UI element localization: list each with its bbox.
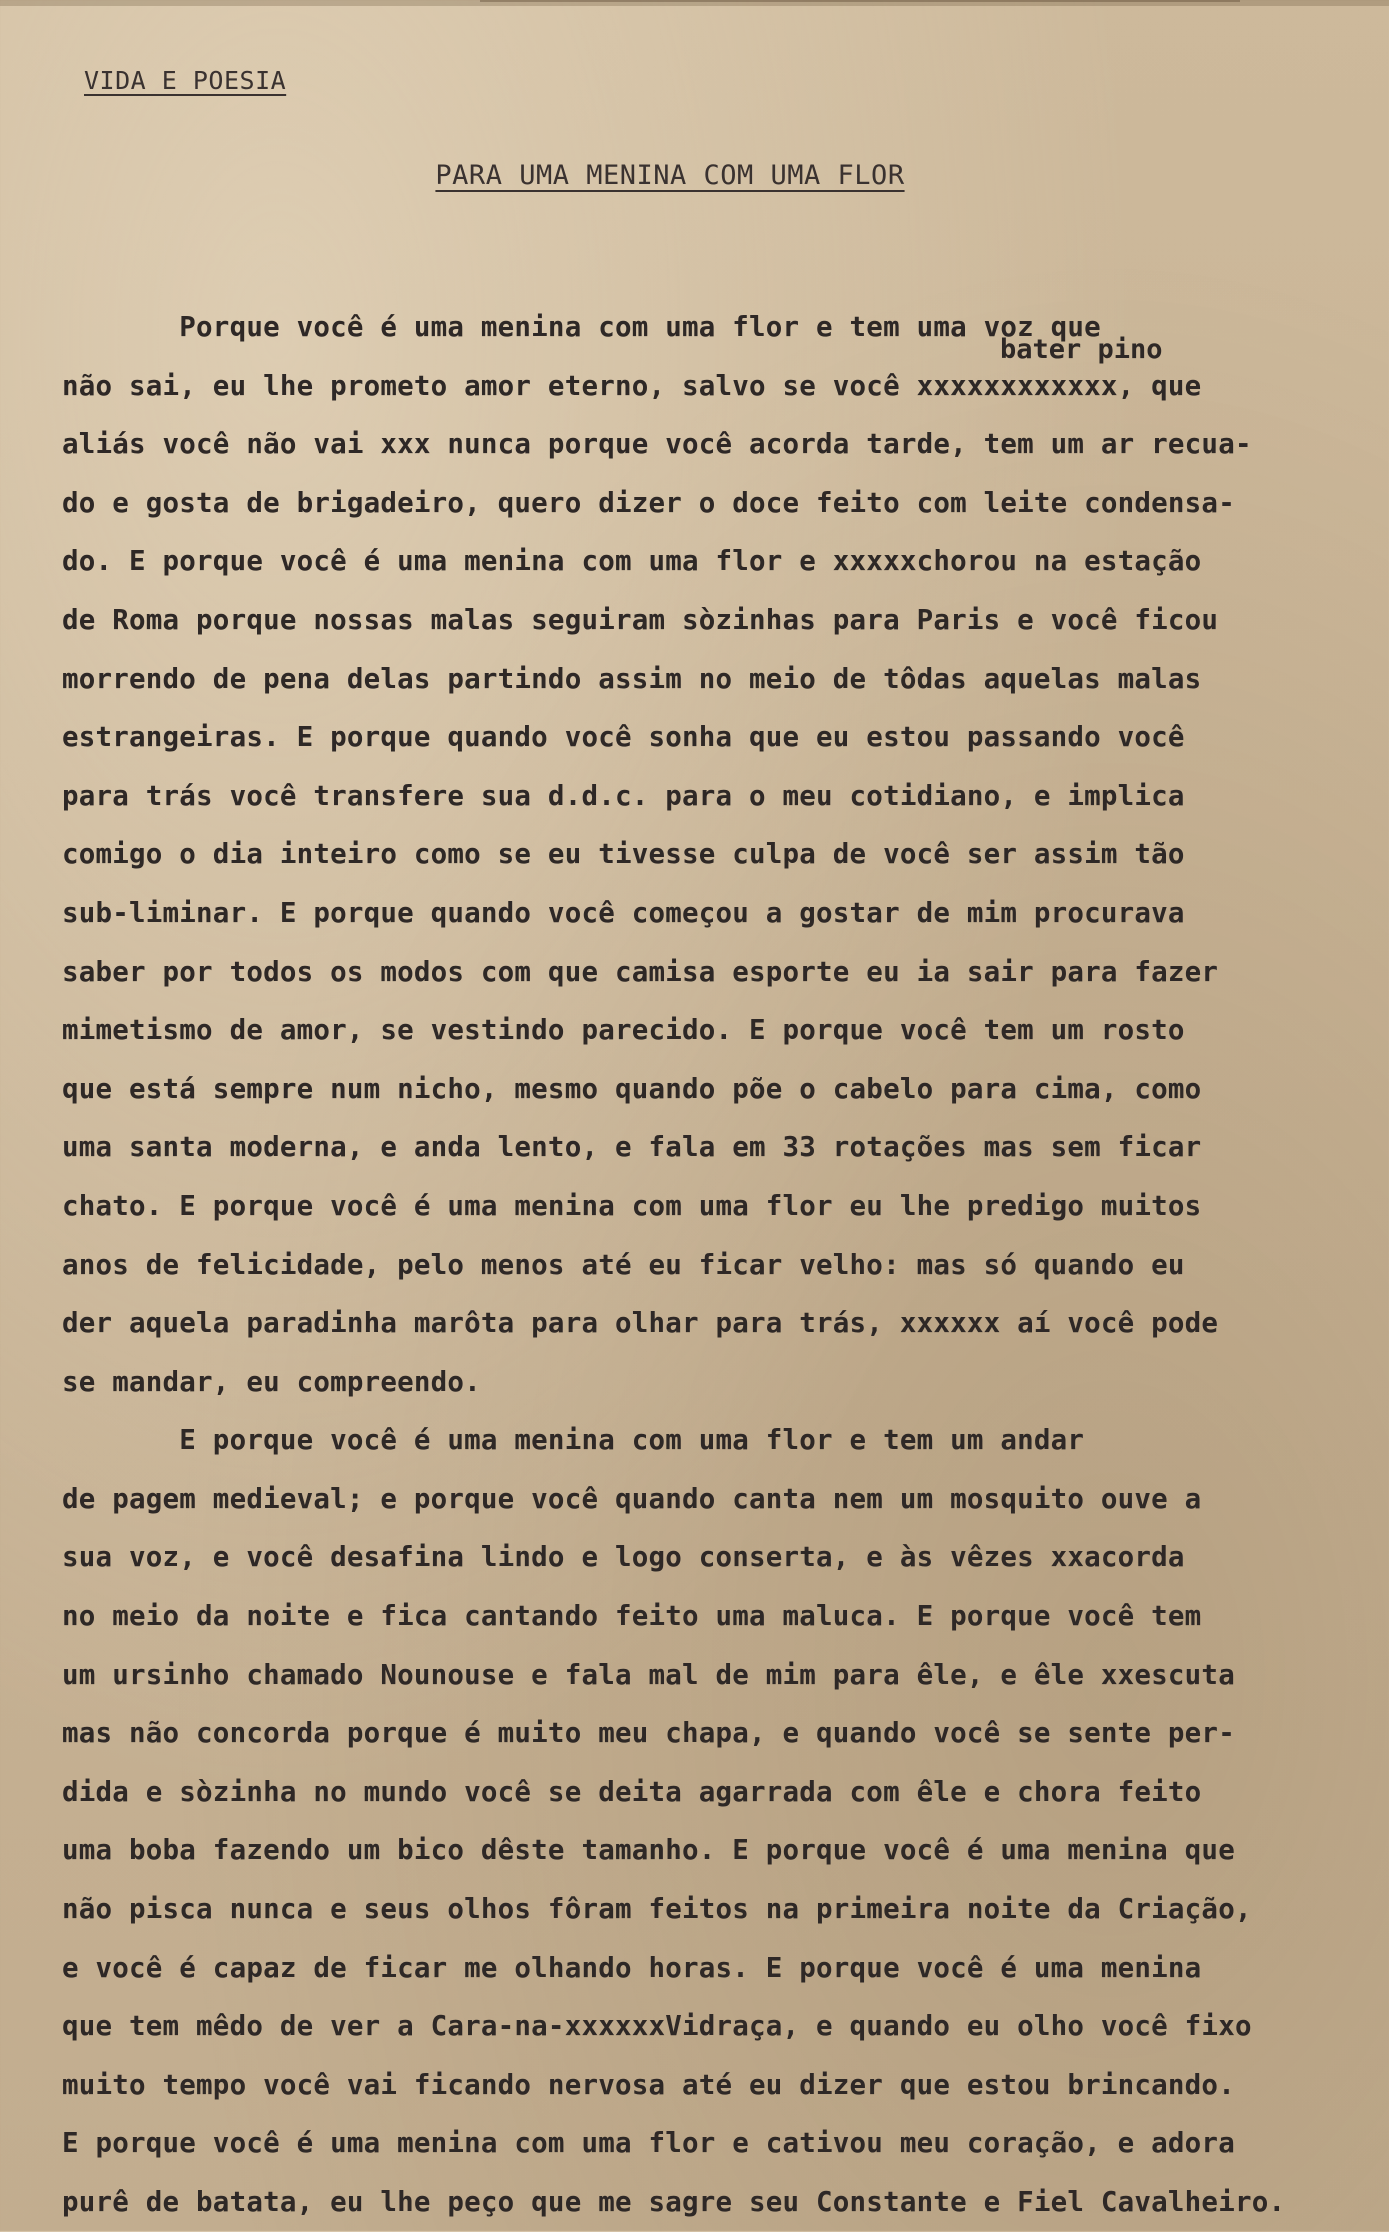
text-line: e você é capaz de ficar me olhando horas. E porque você é uma menina: [62, 1951, 1202, 1984]
text-line: de pagem medieval; e porque você quando canta nem um mosquito ouve a: [62, 1482, 1202, 1515]
text-line: não sai, eu lhe prometo amor eterno, salvo se você xxxxxxxxxxxx, que: [62, 369, 1202, 402]
text-line: uma boba fazendo um bico dêste tamanho. E porque você é uma menina que: [62, 1834, 1235, 1867]
interlinear-insert: bater pino: [1000, 334, 1163, 365]
text-line: do. E porque você é uma menina com uma flor e xxxxxchorou na estação: [62, 545, 1202, 578]
text-line: morrendo de pena delas partindo assim no meio de tôdas aquelas malas: [62, 662, 1202, 695]
text-line: chato. E porque você é uma menina com uma flor eu lhe predigo muitos: [62, 1189, 1202, 1222]
text-line: estrangeiras. E porque quando você sonha que eu estou passando você: [62, 721, 1185, 754]
text-line: Porque você é uma menina com uma flor e tem uma voz que: [62, 311, 1101, 343]
text-line: mimetismo de amor, se vestindo parecido. E porque você tem um rosto: [62, 1014, 1185, 1047]
text-line: que está sempre num nicho, mesmo quando põe o cabelo para cima, como: [62, 1072, 1202, 1105]
text-line: uma santa moderna, e anda lento, e fala em 33 rotações mas sem ficar: [62, 1131, 1202, 1164]
poem-body: [62, 298, 1352, 2232]
text-line: se mandar, eu compreendo.: [62, 1365, 481, 1398]
text-line: saber por todos os modos com que camisa esporte eu ia sair para fazer: [62, 955, 1219, 988]
text-line: purê de batata, eu lhe peço que me sagre seu Constante e Fiel Cavalheiro.: [62, 2186, 1286, 2218]
text-line: comigo o dia inteiro como se eu tivesse culpa de você ser assim tão: [62, 838, 1185, 871]
text-line: que tem mêdo de ver a Cara-na-xxxxxxVidraça, e quando eu olho você fixo: [62, 2010, 1252, 2043]
text-line: no meio da noite e fica cantando feito uma maluca. E porque você tem: [62, 1600, 1202, 1633]
text-line: para trás você transfere sua d.d.c. para o meu cotidiano, e implica: [62, 779, 1185, 812]
text-line: do e gosta de brigadeiro, quero dizer o doce feito com leite condensa-: [62, 486, 1235, 519]
text-line: der aquela paradinha marôta para olhar para trás, xxxxxx aí você pode: [62, 1307, 1219, 1340]
text-line: de Roma porque nossas malas seguiram sòzinhas para Paris e você ficou: [62, 603, 1219, 636]
text-line: muito tempo você vai ficando nervosa até eu dizer que estou brincando.: [62, 2068, 1235, 2101]
paper-edge-line: [480, 0, 1240, 2]
document-header: VIDA E POESIA: [84, 66, 287, 95]
text-line: aliás você não vai xxx nunca porque você acorda tarde, tem um ar recua-: [62, 428, 1252, 461]
text-line: não pisca nunca e seus olhos fôram feitos na primeira noite da Criação,: [62, 1893, 1252, 1926]
poem-title: PARA UMA MENINA COM UMA FLOR: [435, 160, 905, 191]
text-line: mas não concorda porque é muito meu chapa, e quando você se sente per-: [62, 1717, 1235, 1750]
text-line: dida e sòzinha no mundo você se deita agarrada com êle e chora feito: [62, 1775, 1202, 1808]
text-line: E porque você é uma menina com uma flor e tem um andar: [62, 1424, 1085, 1457]
text-line: sub-liminar. E porque quando você começou a gostar de mim procurava: [62, 896, 1185, 929]
text-line: um ursinho chamado Nounouse e fala mal de mim para êle, e êle xxescuta: [62, 1658, 1235, 1691]
text-line: E porque você é uma menina com uma flor e cativou meu coração, e adora: [62, 2127, 1235, 2160]
text-line: sua voz, e você desafina lindo e logo conserta, e às vêzes xxacorda: [62, 1541, 1185, 1574]
text-line: anos de felicidade, pelo menos até eu ficar velho: mas só quando eu: [62, 1248, 1185, 1281]
